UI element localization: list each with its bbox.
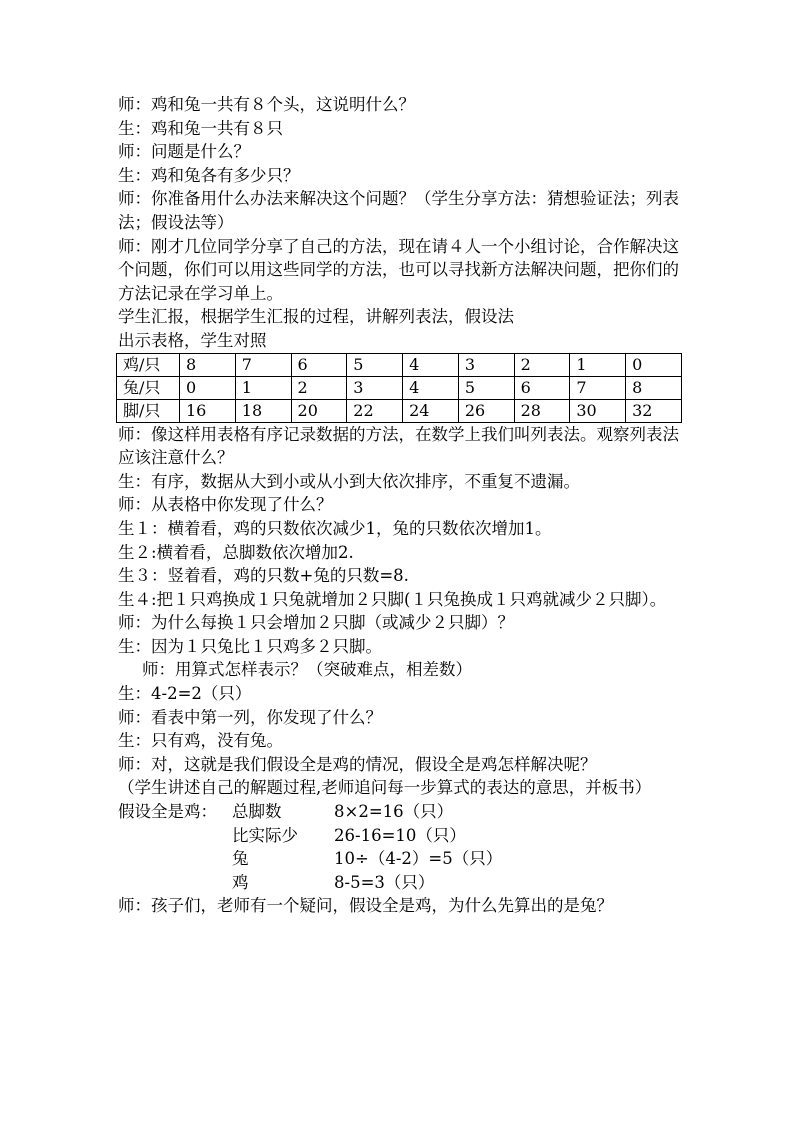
text-line: 学生汇报，根据学生汇报的过程，讲解列表法，假设法 bbox=[118, 307, 514, 327]
table-row bbox=[117, 376, 682, 399]
calc-label: 总脚数 bbox=[232, 802, 282, 822]
text-line: 生：有序，数据从大到小或从小到大依次排序，不重复不遗漏。 bbox=[118, 471, 580, 491]
indented-line: 师：用算式怎样表示？（突破难点，相差数） bbox=[142, 660, 472, 680]
text-line: 生：鸡和兔各有多少只？ bbox=[118, 165, 300, 185]
table-cell: 16 bbox=[180, 399, 236, 422]
table-cell: 3 bbox=[347, 376, 403, 399]
text-line: 生：只有鸡，没有兔。 bbox=[118, 731, 283, 751]
table-cell: 4 bbox=[403, 353, 459, 376]
table-cell: 20 bbox=[291, 399, 347, 422]
table-cell: 6 bbox=[291, 353, 347, 376]
text-line: 师：为什么每换１只会增加２只脚（或减少２只脚）？ bbox=[118, 613, 514, 633]
text-line: 师：问题是什么？ bbox=[118, 142, 250, 162]
calc-expression: 10÷（4-2）=5（只） bbox=[334, 849, 503, 869]
text-paragraph: 生４:把１只鸡换成１只兔就增加２只脚(１只兔换成１只鸡就减少２只脚）。 bbox=[118, 589, 667, 609]
calc-row bbox=[118, 871, 684, 895]
text-line: 生３：竖着看，鸡的只数+兔的只数=8. bbox=[118, 566, 409, 586]
text-line: 生：鸡和兔一共有８只 bbox=[118, 118, 283, 138]
table-cell: 22 bbox=[347, 399, 403, 422]
table-cell: 4 bbox=[403, 376, 459, 399]
calc-row bbox=[118, 847, 684, 871]
text-paragraph: 师：你准备用什么办法来解决这个问题？（学生分享方法：猜想验证法；列表法；假设法等） bbox=[118, 189, 679, 232]
calc-row bbox=[118, 824, 684, 848]
text-line: 生：因为１只兔比１只鸡多２只脚。 bbox=[118, 636, 382, 656]
table-cell: 26 bbox=[458, 399, 514, 422]
calc-expression: 8×2=16（只） bbox=[334, 802, 454, 822]
table-cell: 8 bbox=[626, 376, 682, 399]
text-paragraph: 师：像这样用表格有序记录数据的方法，在数学上我们叫列表法。观察列表法应该注意什么？ bbox=[118, 424, 679, 468]
text-line: 师：看表中第一列，你发现了什么？ bbox=[118, 707, 382, 727]
table-cell: 5 bbox=[347, 353, 403, 376]
table-cell: 6 bbox=[514, 376, 570, 399]
text-paragraph: （学生讲述自己的解题过程,老师追问每一步算式的表达的意思，并板书） bbox=[118, 778, 652, 798]
table-row-label: 鸡/只 bbox=[117, 353, 180, 376]
text-line: 出示表格，学生对照 bbox=[118, 330, 267, 350]
table-cell: 32 bbox=[626, 399, 682, 422]
table-cell: 24 bbox=[403, 399, 459, 422]
calc-label: 兔 bbox=[232, 849, 249, 869]
chicken-rabbit-table bbox=[116, 353, 682, 423]
calc-expression: 26-16=10（只） bbox=[334, 825, 466, 845]
table-cell: 7 bbox=[235, 353, 291, 376]
text-line: 师：鸡和兔一共有８个头，这说明什么？ bbox=[118, 95, 415, 114]
calc-label: 鸡 bbox=[232, 872, 249, 892]
table-row-label: 脚/只 bbox=[117, 399, 180, 422]
text-line: 师：孩子们，老师有一个疑问，假设全是鸡，为什么先算出的是兔？ bbox=[118, 896, 613, 916]
table-cell: 1 bbox=[570, 353, 626, 376]
table-cell: 1 bbox=[235, 376, 291, 399]
table-cell: 7 bbox=[570, 376, 626, 399]
text-line: 生：4-2=2（只） bbox=[118, 684, 252, 704]
table-cell: 0 bbox=[180, 376, 236, 399]
text-paragraph: 师：刚才几位同学分享了自己的方法，现在请４人一个小组讨论，合作解决这个问题，你们可以用这些同学的方法，也可以寻找新方法解决问题，把你们的方法记录在学习单上。 bbox=[118, 236, 679, 303]
calc-expression: 8-5=3（只） bbox=[334, 872, 435, 892]
text-line: 生２:横着看，总脚数依次增加2. bbox=[118, 542, 354, 562]
table-cell: 0 bbox=[626, 353, 682, 376]
table-cell: 30 bbox=[570, 399, 626, 422]
document-page bbox=[118, 93, 684, 918]
table-cell: 2 bbox=[514, 353, 570, 376]
text-line: 师：对，这就是我们假设全是鸡的情况，假设全是鸡怎样解决呢？ bbox=[118, 754, 597, 774]
table-cell: 2 bbox=[291, 376, 347, 399]
calc-prefix: 假设全是鸡： bbox=[118, 802, 217, 822]
table-cell: 28 bbox=[514, 399, 570, 422]
table-cell: 5 bbox=[458, 376, 514, 399]
calc-row bbox=[118, 800, 684, 824]
table-row-label: 兔/只 bbox=[117, 376, 180, 399]
table-row bbox=[117, 353, 682, 376]
text-line: 师：从表格中你发现了什么？ bbox=[118, 495, 333, 515]
text-line: 生１：横着看，鸡的只数依次减少1，兔的只数依次增加1。 bbox=[118, 518, 552, 538]
table-cell: 18 bbox=[235, 399, 291, 422]
table-cell: 8 bbox=[180, 353, 236, 376]
calc-label: 比实际少 bbox=[232, 825, 298, 845]
table-cell: 3 bbox=[458, 353, 514, 376]
table-row bbox=[117, 399, 682, 422]
